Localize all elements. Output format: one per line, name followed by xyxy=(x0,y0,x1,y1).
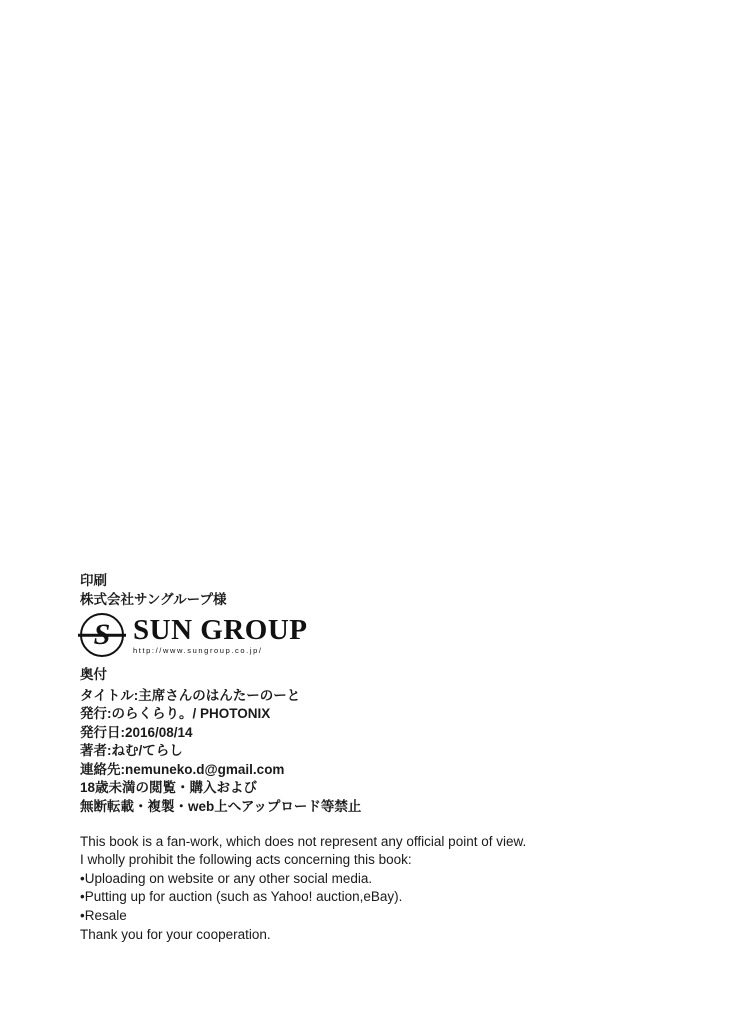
colophon-block xyxy=(80,572,660,944)
logo-url: http://www.sungroup.co.jp/ xyxy=(133,645,263,655)
notice-line-thanks: Thank you for your cooperation. xyxy=(80,926,271,942)
colophon-line-publisher: 発行:のらくらり。/ PHOTONIX xyxy=(80,706,271,722)
colophon-line-author: 著者:ねむ/てらし xyxy=(80,743,183,759)
sun-group-logo-icon xyxy=(80,613,124,657)
sun-group-logo xyxy=(80,614,660,656)
notice-line-uploading: •Uploading on website or any other social media. xyxy=(80,870,373,886)
colophon-line-reproduction-ban: 無断転載・複製・web上へアップロード等禁止 xyxy=(80,799,362,815)
english-notice xyxy=(80,833,660,945)
print-company-name: 株式会社サングループ様 xyxy=(80,591,227,607)
logo-letter: S xyxy=(93,618,111,651)
colophon-section-heading: 奥付 xyxy=(80,667,107,682)
print-section-heading: 印刷 xyxy=(80,573,107,588)
notice-line-auction: •Putting up for auction (such as Yahoo! auction,eBay). xyxy=(80,889,403,905)
colophon-line-age-restriction: 18歳未満の閲覧・購入および xyxy=(80,780,258,796)
notice-line-prohibit-intro: I wholly prohibit the following acts concerning this book: xyxy=(80,852,412,868)
colophon-line-contact: 連絡先:nemuneko.d@gmail.com xyxy=(80,761,285,777)
notice-line-fanwork: This book is a fan-work, which does not represent any official point of view. xyxy=(80,833,527,849)
sun-group-logo-text xyxy=(133,615,307,656)
colophon-line-date: 発行日:2016/08/14 xyxy=(80,724,193,740)
colophon-details xyxy=(80,687,660,817)
logo-wordmark: SUN GROUP xyxy=(133,613,308,646)
colophon-line-title: タイトル:主席さんのはんたーのーと xyxy=(80,687,301,703)
notice-line-resale: •Resale xyxy=(80,908,127,924)
